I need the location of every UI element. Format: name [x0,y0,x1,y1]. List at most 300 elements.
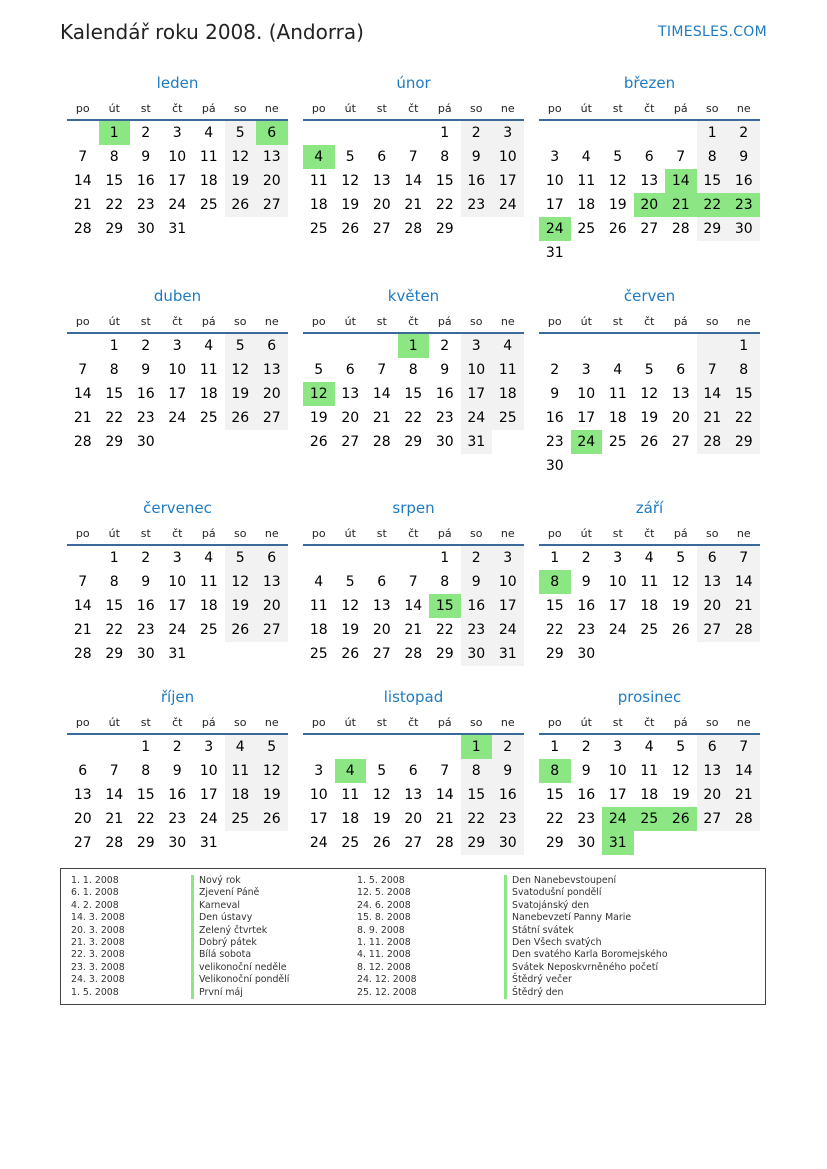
day-cell: 29 [545,835,564,851]
month-leden [67,68,288,241]
weekday-label: čt [172,716,183,729]
day-cell: 3 [550,149,560,165]
day-cell: 9 [461,570,493,594]
day-cell: 17 [199,787,218,803]
legend-holiday-name: Velikonoční pondělí [191,974,289,986]
day-cell: 20 [372,197,391,213]
legend-date: 15. 8. 2008 [357,912,411,924]
legend-holiday-name: Dobrý pátek [191,937,289,949]
day-cell: 11 [492,358,524,382]
day-cell: 28 [372,434,391,450]
day-cell: 5 [314,362,324,378]
day-cell: 10 [492,570,524,594]
day-cell: 21 [404,197,423,213]
day-cell: 29 [105,434,124,450]
day-cell: 24 [492,193,524,217]
weekday-label: pá [437,527,452,540]
weekday-label: út [580,315,592,328]
legend-holiday-name: Den Všech svatých [504,937,668,949]
day-cell: 3 [172,125,182,141]
day-cell: 3 [613,550,623,566]
day-cell: 19 [225,169,257,193]
weekday-header [67,311,288,334]
day-cell: 2 [461,546,493,570]
empty-cell [398,121,430,145]
day-cell: 8 [440,574,450,590]
day-cell: 2 [141,125,151,141]
day-cell: 18 [608,410,627,426]
day-cell: 5 [345,149,355,165]
holiday-day-cell: 4 [303,145,335,169]
weekday-label: čt [644,315,655,328]
day-cell: 1 [728,334,760,358]
day-cell: 1 [440,550,450,566]
legend-date: 6. 1. 2008 [71,887,119,899]
day-cell: 15 [461,783,493,807]
legend-date: 24. 12. 2008 [357,974,417,986]
brand-logo[interactable]: TIMESLES.COM [658,24,767,40]
weekday-header [539,311,760,334]
legend-holiday-name: Bílá sobota [191,949,289,961]
day-cell: 14 [372,386,391,402]
weekday-label: po [75,315,90,328]
day-cell: 4 [204,338,214,354]
day-cell: 29 [728,430,760,454]
day-cell: 2 [141,338,151,354]
weekday-label: ne [264,315,279,328]
day-cell: 14 [73,173,92,189]
day-cell: 31 [461,430,493,454]
day-cell: 8 [109,574,119,590]
day-cell: 6 [676,362,686,378]
day-cell: 30 [136,434,155,450]
day-cell: 14 [73,598,92,614]
day-cell: 18 [199,386,218,402]
month-name: únor [396,74,431,92]
day-cell: 12 [225,570,257,594]
day-cell: 26 [309,434,328,450]
day-cell: 11 [199,574,218,590]
day-cell: 24 [608,622,627,638]
weekday-label: st [140,527,151,540]
day-cell: 22 [545,622,564,638]
weekday-header [67,98,288,121]
day-cell: 26 [225,406,257,430]
day-cell: 9 [141,362,151,378]
day-cell: 5 [377,763,387,779]
day-cell: 2 [172,739,182,755]
day-cell: 23 [136,197,155,213]
day-cell: 19 [225,594,257,618]
day-cell: 26 [671,622,690,638]
day-cell: 27 [404,835,423,851]
day-cell: 6 [377,574,387,590]
day-cell: 14 [435,787,454,803]
day-cell: 7 [377,362,387,378]
weekday-label: čt [644,527,655,540]
day-cell: 23 [461,193,493,217]
day-grid [303,334,524,454]
day-cell: 10 [199,763,218,779]
weekday-label: so [470,315,483,328]
day-cell: 27 [256,193,288,217]
day-cell: 15 [728,382,760,406]
weekday-label: so [706,315,719,328]
empty-cell [398,735,430,759]
day-cell: 16 [461,169,493,193]
empty-cell [67,334,99,358]
weekday-header [303,98,524,121]
day-cell: 31 [545,245,564,261]
day-cell: 16 [545,410,564,426]
weekday-label: so [706,102,719,115]
empty-cell [665,334,697,358]
weekday-label: st [140,315,151,328]
day-cell: 7 [109,763,119,779]
day-cell: 22 [545,811,564,827]
day-cell: 21 [728,594,760,618]
day-cell: 8 [141,763,151,779]
empty-cell [571,121,603,145]
day-cell: 13 [372,598,391,614]
day-cell: 10 [168,362,187,378]
weekday-label: ne [500,527,515,540]
weekday-label: út [108,102,120,115]
legend-column-1-names [191,875,289,999]
legend-date: 1. 1. 2008 [71,875,119,886]
weekday-label: pá [201,315,216,328]
day-cell: 26 [341,646,360,662]
day-cell: 11 [199,362,218,378]
day-cell: 19 [309,410,328,426]
day-grid [539,735,760,855]
empty-cell [539,334,571,358]
empty-cell [303,735,335,759]
holiday-day-cell: 4 [335,759,367,783]
day-cell: 8 [109,149,119,165]
day-cell: 21 [372,410,391,426]
day-cell: 13 [73,787,92,803]
month-name: březen [623,74,676,92]
holiday-day-cell: 21 [665,193,697,217]
day-cell: 2 [728,121,760,145]
day-cell: 9 [440,362,450,378]
day-cell: 3 [492,121,524,145]
day-cell: 19 [256,783,288,807]
day-cell: 6 [256,334,288,358]
empty-cell [303,334,335,358]
day-cell: 21 [435,811,454,827]
weekday-label: út [580,716,592,729]
empty-cell [335,334,367,358]
weekday-label: pá [673,716,688,729]
day-cell: 4 [492,334,524,358]
day-cell: 3 [314,763,324,779]
day-cell: 5 [225,546,257,570]
weekday-label: pá [437,716,452,729]
weekday-label: so [234,716,247,729]
day-cell: 20 [404,811,423,827]
day-cell: 17 [168,598,187,614]
day-cell: 10 [577,386,596,402]
weekday-header [303,712,524,735]
day-cell: 7 [728,546,760,570]
legend-holiday-name: Státní svátek [504,925,668,937]
month-name: květen [387,287,440,305]
day-cell: 20 [372,622,391,638]
day-cell: 23 [492,807,524,831]
empty-cell [602,334,634,358]
day-cell: 28 [728,807,760,831]
day-cell: 29 [697,217,729,241]
day-cell: 4 [581,149,591,165]
holiday-day-cell: 14 [665,169,697,193]
weekday-label: ne [264,527,279,540]
day-cell: 28 [404,646,423,662]
holiday-day-cell: 12 [303,382,335,406]
weekday-label: st [376,102,387,115]
day-cell: 7 [728,735,760,759]
day-cell: 28 [404,221,423,237]
day-cell: 15 [545,598,564,614]
holiday-day-cell: 31 [602,831,634,855]
day-cell: 31 [492,642,524,666]
month-name: prosinec [617,688,682,706]
day-cell: 28 [73,221,92,237]
legend-date: 1. 5. 2008 [71,986,119,998]
weekday-label: so [470,527,483,540]
weekday-label: út [344,315,356,328]
day-cell: 16 [577,787,596,803]
day-cell: 19 [341,197,360,213]
day-cell: 14 [728,759,760,783]
weekday-label: po [547,315,562,328]
day-cell: 28 [728,618,760,642]
legend-date: 25. 12. 2008 [357,986,417,998]
legend-date: 21. 3. 2008 [71,936,125,948]
day-cell: 22 [435,197,454,213]
day-cell: 20 [73,811,92,827]
month-listopad [303,682,524,855]
day-grid [539,334,760,478]
day-cell: 29 [461,831,493,855]
legend-holiday-name: velikonoční neděle [191,962,289,974]
month-srpen [303,493,524,666]
legend-holiday-name: První máj [191,987,289,999]
weekday-label: pá [201,102,216,115]
day-cell: 3 [613,739,623,755]
empty-cell [665,121,697,145]
day-cell: 19 [341,622,360,638]
day-cell: 7 [78,362,88,378]
day-cell: 5 [225,121,257,145]
day-grid [67,334,288,454]
day-cell: 27 [372,221,391,237]
day-cell: 5 [345,574,355,590]
empty-cell [366,546,398,570]
weekday-header [539,98,760,121]
holiday-day-cell: 8 [539,570,571,594]
weekday-label: ne [264,716,279,729]
day-cell: 14 [404,173,423,189]
day-cell: 22 [435,622,454,638]
day-cell: 20 [697,783,729,807]
day-cell: 22 [461,807,493,831]
empty-cell [99,735,131,759]
month-name: říjen [160,688,195,706]
day-cell: 30 [577,835,596,851]
day-cell: 13 [256,145,288,169]
empty-cell [539,121,571,145]
legend-date: 8. 12. 2008 [357,961,411,973]
day-cell: 26 [372,835,391,851]
day-cell: 7 [78,149,88,165]
day-cell: 14 [73,386,92,402]
day-cell: 19 [671,598,690,614]
day-cell: 15 [105,173,124,189]
day-cell: 7 [697,358,729,382]
day-cell: 19 [671,787,690,803]
day-cell: 13 [341,386,360,402]
day-cell: 11 [309,173,328,189]
legend-date: 24. 6. 2008 [357,899,411,911]
weekday-header [539,712,760,735]
weekday-label: pá [673,527,688,540]
day-cell: 2 [461,121,493,145]
weekday-label: pá [437,315,452,328]
day-cell: 17 [461,382,493,406]
day-cell: 11 [640,574,659,590]
day-cell: 25 [341,835,360,851]
day-cell: 23 [545,434,564,450]
empty-cell [67,735,99,759]
day-cell: 30 [461,642,493,666]
holiday-day-cell: 1 [99,121,131,145]
day-cell: 5 [676,550,686,566]
legend-date: 23. 3. 2008 [71,961,125,973]
day-cell: 9 [581,574,591,590]
weekday-label: so [706,716,719,729]
month-červenec [67,493,288,666]
day-cell: 21 [728,783,760,807]
day-cell: 3 [581,362,591,378]
day-cell: 19 [640,410,659,426]
day-cell: 30 [136,221,155,237]
day-cell: 15 [105,598,124,614]
day-cell: 1 [440,125,450,141]
legend-column-2-names [504,875,668,999]
month-říjen [67,682,288,855]
empty-cell [366,121,398,145]
day-cell: 29 [105,646,124,662]
day-cell: 16 [168,787,187,803]
day-cell: 9 [461,145,493,169]
month-červen [539,281,760,478]
legend-holiday-name: Karneval [191,900,289,912]
day-cell: 26 [225,193,257,217]
day-cell: 9 [492,759,524,783]
day-cell: 2 [141,550,151,566]
empty-cell [634,334,666,358]
legend-date: 1. 5. 2008 [357,875,405,886]
day-cell: 8 [408,362,418,378]
day-cell: 6 [256,546,288,570]
weekday-label: út [344,527,356,540]
legend-date: 24. 3. 2008 [71,974,125,986]
day-cell: 25 [199,410,218,426]
day-cell: 20 [256,169,288,193]
day-cell: 11 [577,173,596,189]
weekday-label: ne [736,527,751,540]
legend-date: 4. 11. 2008 [357,949,411,961]
day-cell: 29 [435,646,454,662]
day-cell: 16 [136,173,155,189]
empty-cell [335,121,367,145]
day-cell: 13 [640,173,659,189]
legend-date: 20. 3. 2008 [71,924,125,936]
day-cell: 4 [613,362,623,378]
day-cell: 23 [136,410,155,426]
weekday-label: st [612,716,623,729]
day-cell: 30 [492,831,524,855]
day-cell: 13 [697,759,729,783]
empty-cell [366,735,398,759]
weekday-label: út [108,716,120,729]
day-grid [67,735,288,855]
weekday-label: ne [500,102,515,115]
day-cell: 23 [461,618,493,642]
day-cell: 15 [545,787,564,803]
day-cell: 27 [73,835,92,851]
holiday-day-cell: 6 [256,121,288,145]
empty-cell [335,546,367,570]
day-cell: 18 [199,598,218,614]
month-name: červenec [143,499,212,517]
day-cell: 21 [404,622,423,638]
weekday-label: čt [408,716,419,729]
day-cell: 21 [697,406,729,430]
weekday-label: so [234,102,247,115]
empty-cell [366,334,398,358]
weekday-header [67,712,288,735]
legend-holiday-name: Den Nanebevstoupení [504,875,668,887]
day-cell: 1 [109,550,119,566]
day-cell: 12 [640,386,659,402]
day-cell: 12 [341,173,360,189]
day-cell: 25 [199,622,218,638]
weekday-label: st [376,527,387,540]
holiday-day-cell: 1 [461,735,493,759]
day-cell: 23 [136,622,155,638]
weekday-label: po [547,527,562,540]
day-cell: 17 [168,386,187,402]
empty-cell [429,735,461,759]
day-cell: 18 [309,622,328,638]
weekday-header [67,523,288,546]
day-cell: 25 [225,807,257,831]
day-cell: 31 [168,221,187,237]
day-cell: 27 [671,434,690,450]
month-září [539,493,760,666]
weekday-label: pá [437,102,452,115]
day-cell: 19 [372,811,391,827]
day-cell: 15 [435,173,454,189]
day-cell: 2 [581,550,591,566]
empty-cell [303,546,335,570]
day-cell: 18 [309,197,328,213]
day-cell: 4 [314,574,324,590]
month-duben [67,281,288,454]
